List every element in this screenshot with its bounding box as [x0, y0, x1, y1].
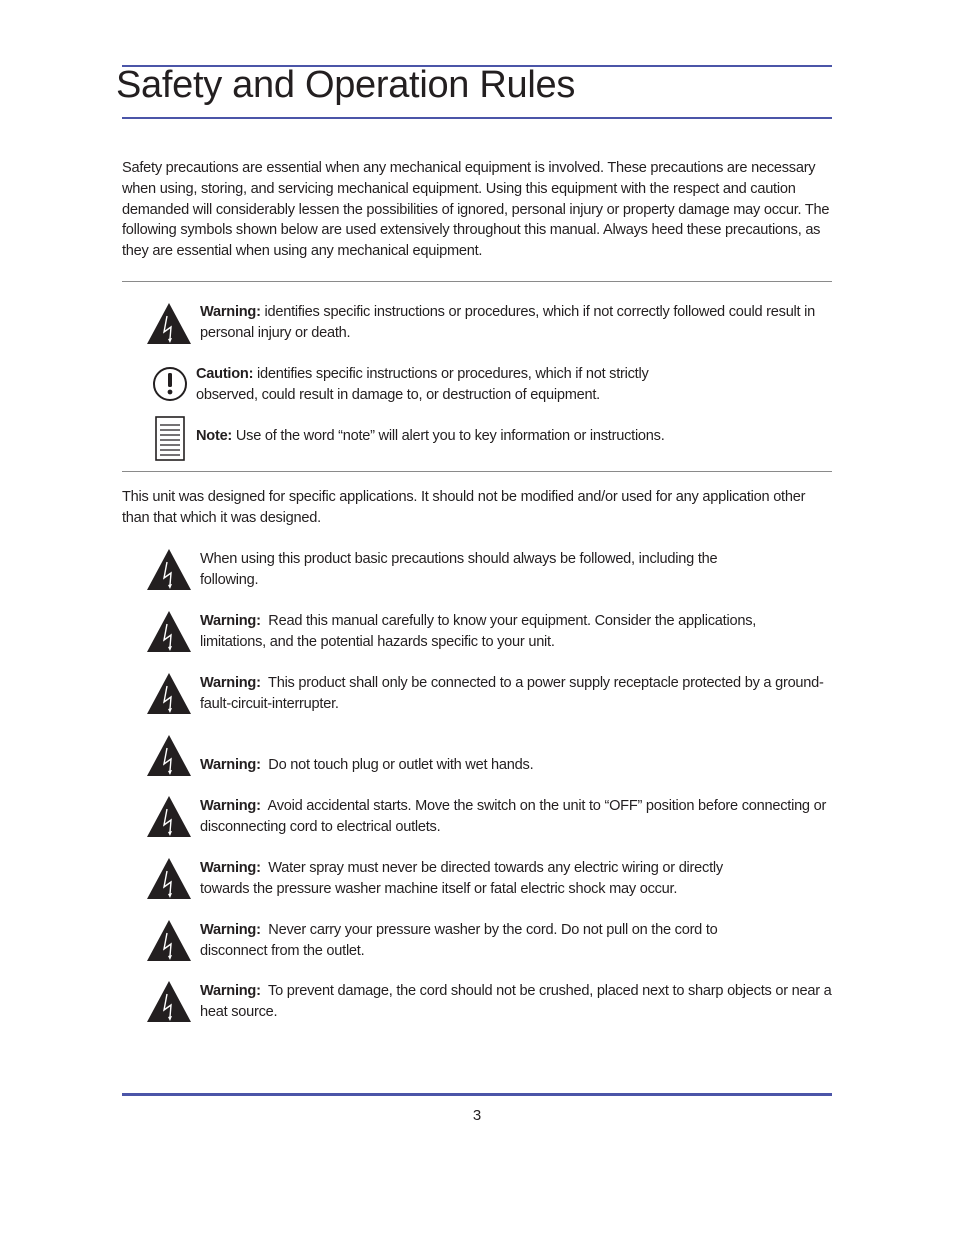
page-title: Safety and Operation Rules: [116, 64, 576, 106]
warning-triangle-icon: [146, 610, 192, 654]
warning-triangle-icon: [146, 857, 192, 901]
note-page-icon: [146, 416, 192, 462]
warning-item-description: This product shall only be connected to a power supply receptacle protected by a ground-fault-circuit-interrupter.: [200, 675, 824, 712]
warning-item-text: [200, 673, 836, 715]
symbol-caution: [146, 364, 836, 410]
warning-item-label: Warning:: [200, 757, 261, 773]
precautions-intro: [146, 548, 836, 594]
symbol-note-text: [196, 426, 832, 447]
symbol-warning-text: [200, 302, 836, 344]
warning-item-text: [200, 858, 740, 900]
warning-triangle-icon: [146, 302, 192, 346]
warning-item-label: Warning:: [200, 798, 261, 814]
warning-item-text: [200, 920, 740, 962]
warning-item: [146, 919, 836, 965]
warning-item: [146, 795, 836, 841]
symbol-note: [146, 416, 836, 462]
symbol-caution-description: identifies specific instructions or procedures, which if not strictly observed, could result in damage to, or destruction of equipment.: [196, 366, 649, 403]
warning-item: [146, 857, 836, 903]
warning-triangle-icon: [146, 734, 192, 778]
symbol-warning: [146, 302, 836, 348]
page-number: 3: [472, 1107, 482, 1124]
symbol-warning-label: Warning:: [200, 304, 261, 320]
warning-item-label: Warning:: [200, 983, 261, 999]
warning-item-label: Warning:: [200, 922, 261, 938]
warning-triangle-icon: [146, 919, 192, 963]
header-bottom-rule: [122, 117, 832, 119]
warning-item-text: [200, 755, 836, 776]
symbol-warning-description: identifies specific instructions or procedures, which if not correctly followed could result in personal injury or death.: [200, 304, 816, 341]
precautions-intro-text: When using this product basic precautions should always be followed, including the following.: [200, 551, 718, 588]
symbol-note-description: Use of the word “note” will alert you to key information or instructions.: [232, 428, 665, 444]
warning-item-description: Water spray must never be directed towards any electric wiring or directly towards the pressure washer machine itself or fatal electric shock may occur.: [200, 860, 727, 897]
warning-item-description: Avoid accidental starts. Move the switch on the unit to “OFF” position before connecting or disconnecting cord to electrical outlets.: [200, 798, 830, 835]
exclamation-circle-icon: [146, 364, 192, 408]
warning-item-label: Warning:: [200, 675, 261, 691]
warning-item-description: To prevent damage, the cord should not be crushed, placed next to sharp objects or near a heat source.: [200, 983, 836, 1020]
warning-item-text: [200, 611, 770, 653]
warning-triangle-icon: [146, 548, 192, 592]
warning-item-description: Read this manual carefully to know your equipment. Consider the applications, limitations, and the potential hazards specific to your unit.: [200, 613, 760, 650]
warning-item-description: Never carry your pressure washer by the cord. Do not pull on the cord to disconnect from the outlet.: [200, 922, 722, 959]
warning-triangle-icon: [146, 980, 192, 1024]
symbol-caution-label: Caution:: [196, 366, 254, 382]
warning-item: [146, 734, 836, 780]
symbols-bottom-divider: [122, 471, 832, 472]
designed-paragraph: This unit was designed for specific applications. It should not be modified and/or used for any application other than that which it was designed.: [122, 489, 806, 526]
warning-item-label: Warning:: [200, 613, 261, 629]
warning-item-text: [200, 796, 836, 838]
symbols-top-divider: [122, 281, 832, 282]
intro-paragraph: Safety precautions are essential when any mechanical equipment is involved. These precautions are necessary when using, storing, and servicing mechanical equipment. Using this equipment with the respect and caution demanded will considerably lessen the possibilities of ignored, personal injury or property damage may occur. The following symbols shown below are used extensively throughout this manual. Always heed these precautions, as they are essential when using any mechanical equipment.: [122, 160, 830, 260]
warning-item-text: [200, 981, 836, 1023]
warning-item: [146, 980, 836, 1026]
warning-item-label: Warning:: [200, 860, 261, 876]
warning-triangle-icon: [146, 672, 192, 716]
warning-triangle-icon: [146, 795, 192, 839]
footer-rule: [122, 1093, 832, 1096]
warning-item: [146, 610, 836, 656]
symbol-note-label: Note:: [196, 428, 233, 444]
symbol-caution-text: [196, 364, 666, 406]
warning-item-description: Do not touch plug or outlet with wet hands.: [260, 757, 534, 773]
warning-item: [146, 672, 836, 718]
